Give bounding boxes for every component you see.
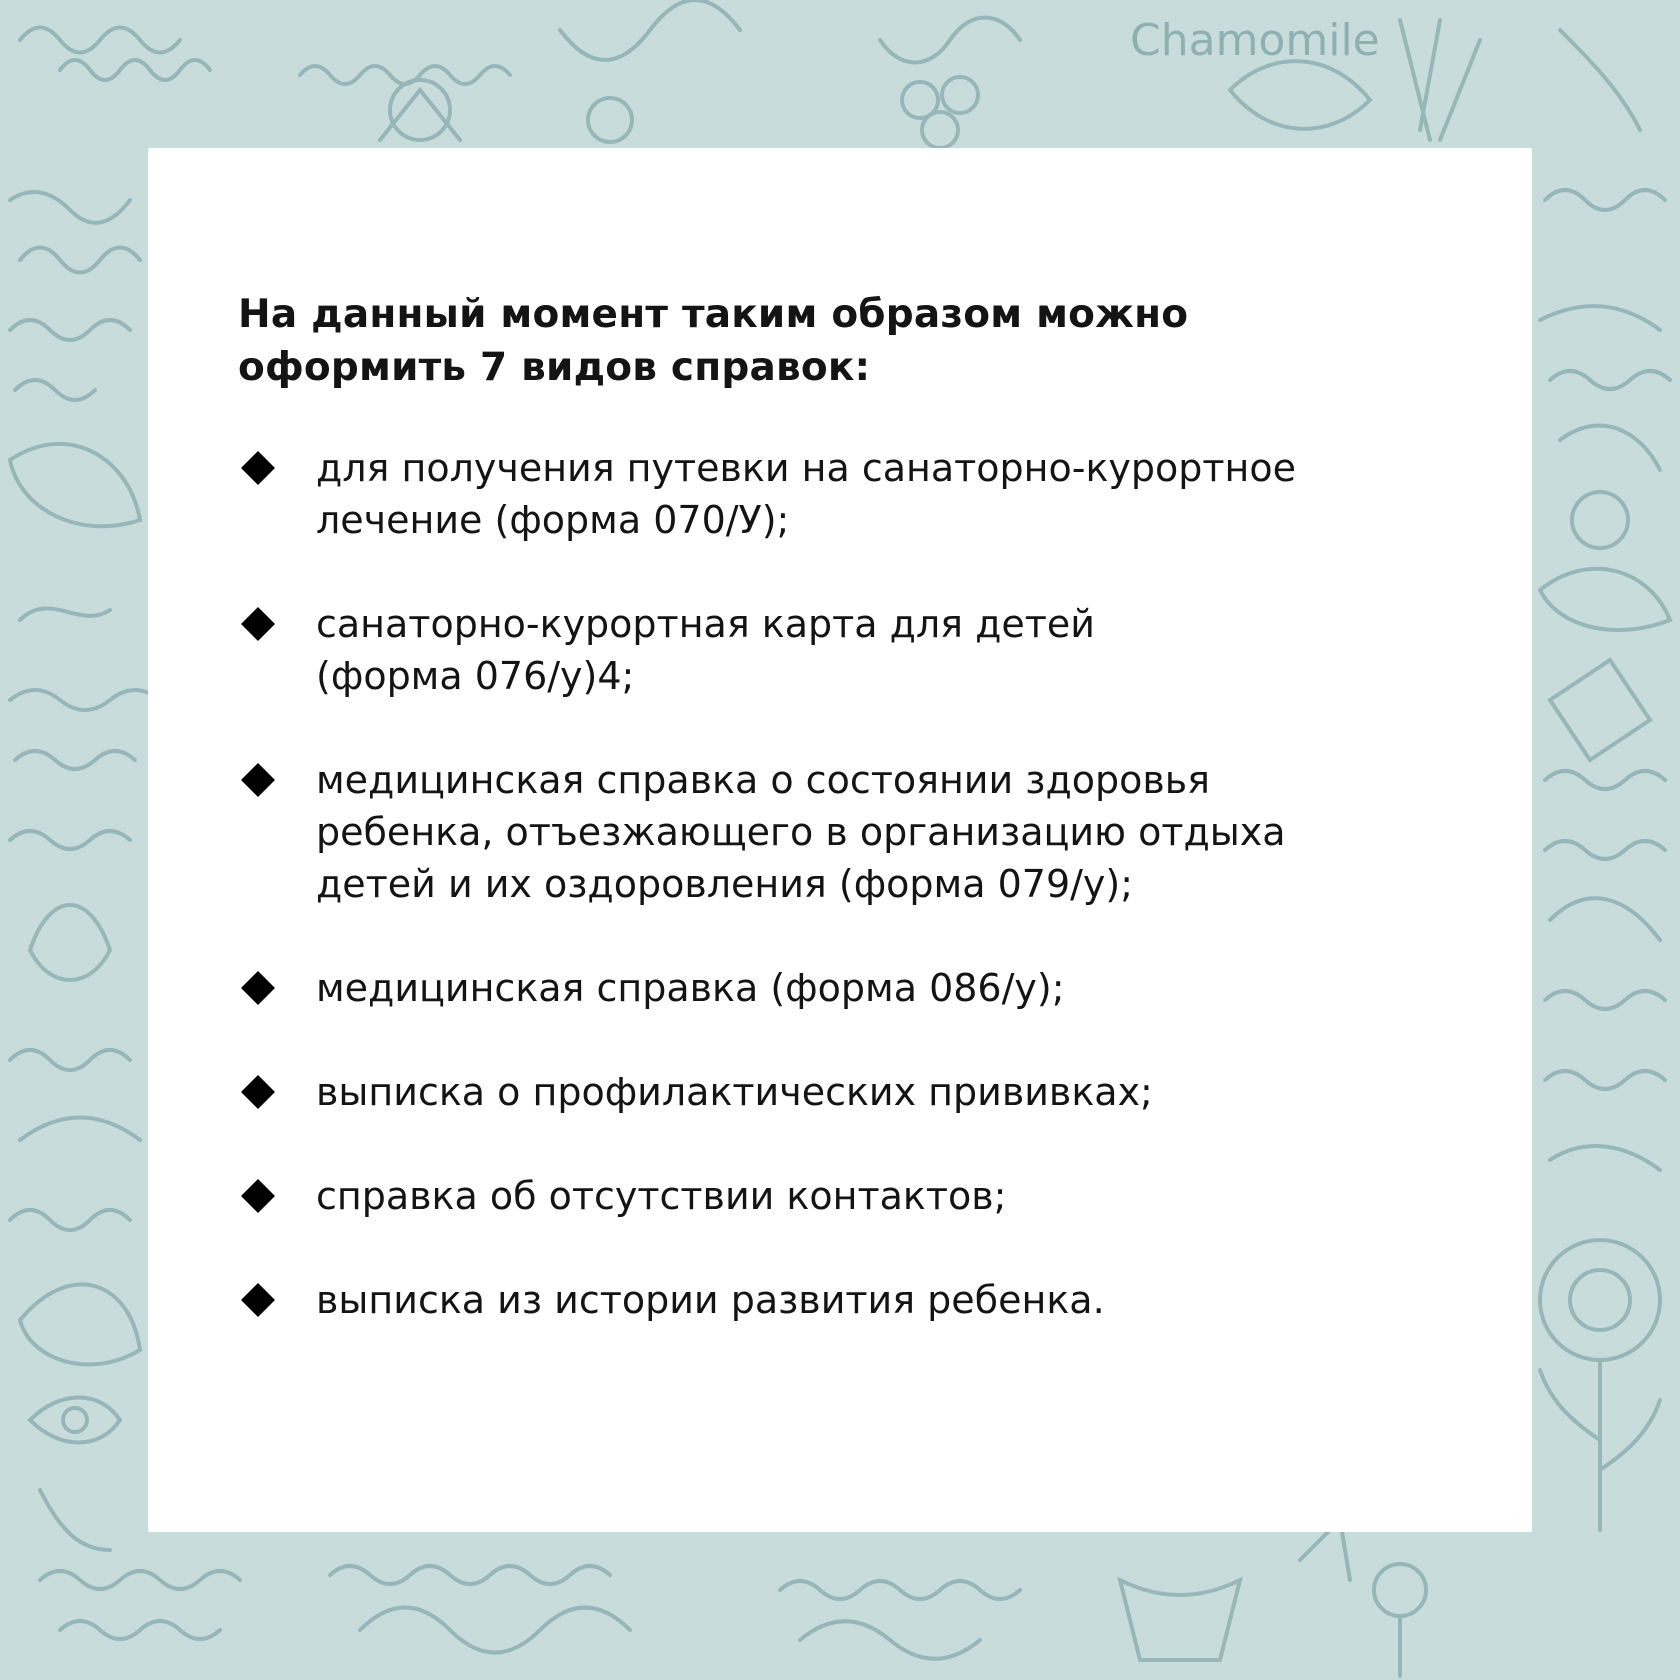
card-content	[238, 288, 1468, 1378]
diamond-bullet-icon	[241, 1075, 275, 1109]
list-item-text: медицинская справка о состоянии здоровья ребенка, отъезжающего в организацию отдыха детей и их оздоровления (форма 079/у);	[316, 758, 1286, 906]
diamond-bullet-icon	[241, 451, 275, 485]
list-item-text: выписка о профилактических прививках;	[316, 1070, 1153, 1114]
diamond-bullet-icon	[241, 1283, 275, 1317]
list-item	[238, 598, 1468, 702]
list-item	[238, 1066, 1468, 1118]
diamond-bullet-icon	[241, 971, 275, 1005]
list-item	[238, 1274, 1468, 1326]
heading: На данный момент таким образом можно оформить 7 видов справок:	[238, 292, 1189, 390]
list-item-text: справка об отсутствии контактов;	[316, 1174, 1007, 1218]
content-card	[148, 148, 1532, 1532]
diamond-bullet-icon	[241, 763, 275, 797]
list-item	[238, 1170, 1468, 1222]
diamond-bullet-icon	[241, 1179, 275, 1213]
list-item	[238, 442, 1468, 546]
diamond-bullet-icon	[241, 607, 275, 641]
list-item-text: выписка из истории развития ребенка.	[316, 1278, 1105, 1322]
list-item-text: санаторно-курортная карта для детей (форма 076/у)4;	[316, 602, 1095, 698]
document-types-list	[238, 442, 1468, 1326]
list-item-text: для получения путевки на санаторно-курортное лечение (форма 070/У);	[316, 446, 1297, 542]
list-item-text: медицинская справка (форма 086/у);	[316, 966, 1065, 1010]
chamomile-logo-text: Chamomile	[1130, 15, 1380, 66]
list-item	[238, 962, 1468, 1014]
list-item	[238, 754, 1468, 910]
